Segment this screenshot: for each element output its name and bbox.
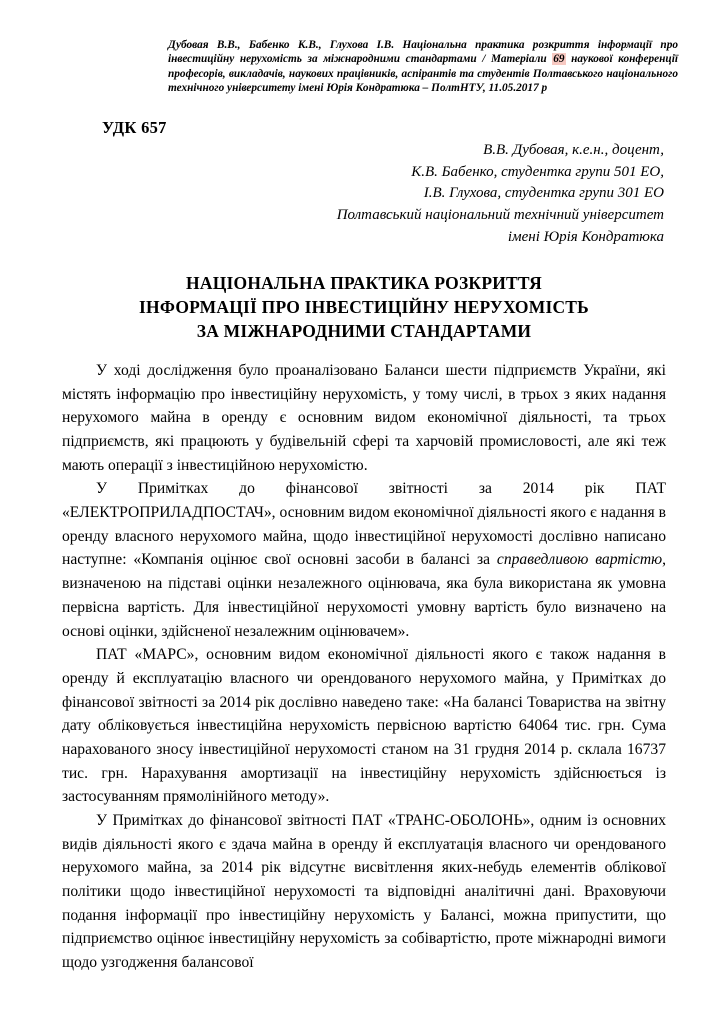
title-line: ЗА МІЖНАРОДНИМИ СТАНДАРТАМИ (196, 320, 532, 341)
paragraph: ПАТ «МАРС», основним видом економічної діяльності якого є також надання в оренду й експлуатацію власного чи орендованого нерухомого майна, у Примітках до фінансової звітності за 2014 рік дослівно наведено таке: «На балансі Товариства на звітну дату обліковується інвестиційна нерухомість первісною вартістю 64064 тис. грн. Сума нарахованого зносу інвестиційної нерухомості станом на 31 грудня 2014 р. склала 16737 тис. грн. Нарахування амортизації на інвестиційну нерухомість здійснюється із застосуванням прямолінійного методу». (62, 646, 666, 806)
affiliation-line: імені Юрія Кондратюка (507, 228, 664, 245)
paragraph: У Примітках до фінансової звітності ПАТ «ТРАНС-ОБОЛОНЬ», одним із основних видів діяльності якого є здача майна в оренду й експлуатація власного чи орендованого нерухомого майна, за 2014 рік відсутнє висвітлення яких-небудь елементів облікової політики щодо інвестиційної нерухомості та відповідні аналітичні дані. Враховуючи подання інформації про інвестиційну нерухомість у Балансі, можна припустити, що підприємство оцінює інвестиційну нерухомість за собівартістю, проте міжнародні вимоги щодо узгодження балансової (62, 812, 666, 972)
title-line: НАЦІОНАЛЬНА ПРАКТИКА РОЗКРИТТЯ (186, 272, 542, 293)
citation-header (168, 38, 678, 96)
page-title (62, 271, 666, 343)
author-line: К.В. Бабенко, студентка групи 501 ЕО, (411, 163, 664, 180)
paragraph-part: У Примітках до фінансової звітності за 2014 рік ПАТ «ЕЛЕКТРОПРИЛАДПОСТАЧ», основним видом економічної діяльності якого є надання в оренду власного нерухомого майна, щодо інвестиційної нерухомості дослівно написано наступне: «Компанія оцінює свої основні засоби в балансі за (62, 480, 666, 569)
citation-text-after: наукової конференції професорів, викладачів, наукових працівників, аспірантів та студентів Полтавського національного технічного університету імені Юрія Кондратюка – ПолтНТУ, 11.05.2017 р (168, 53, 678, 95)
udk-code: УДК 657 (102, 117, 167, 137)
authors-block (62, 140, 666, 249)
paragraph (62, 477, 666, 643)
paragraph-part: , визначеною на підставі оцінки незалежного оцінювача, яка була використана як умовна первісна вартість. Для інвестиційної нерухомості умовну вартість було визначено на основі оцінки, здійсненої незалежним оцінювачем». (62, 551, 666, 640)
author-line: І.В. Глухова, студентка групи 301 ЕО (423, 185, 664, 202)
affiliation-line: Полтавський національний технічний університет (336, 207, 664, 224)
author-line: В.В. Дубовая, к.е.н., доцент, (483, 141, 664, 158)
title-line: ІНФОРМАЦІЇ ПРО ІНВЕСТИЦІЙНУ НЕРУХОМІСТЬ (139, 296, 589, 317)
citation-highlight: 69 (553, 53, 565, 66)
citation-text-before: Дубовая В.В., Бабенко К.В., Глухова І.В. Національна практика розкриття інформації про інвестиційну нерухомість за міжнародними стандартами / Матеріали (168, 39, 678, 66)
emphasis-text: справедливою вартістю (496, 551, 663, 569)
paragraph: У ході дослідження було проаналізовано Баланси шести підприємств України, які містять інформацію про інвестиційну нерухомість, у тому числі, в трьох з яких надання нерухомого майна в оренду є основним видом економічної діяльності, та трьох підприємств, які працюють у будівельній сфері та харчовій промисловості, але які теж мають операції з інвестиційною нерухомістю. (62, 361, 666, 474)
body-text (62, 359, 666, 975)
